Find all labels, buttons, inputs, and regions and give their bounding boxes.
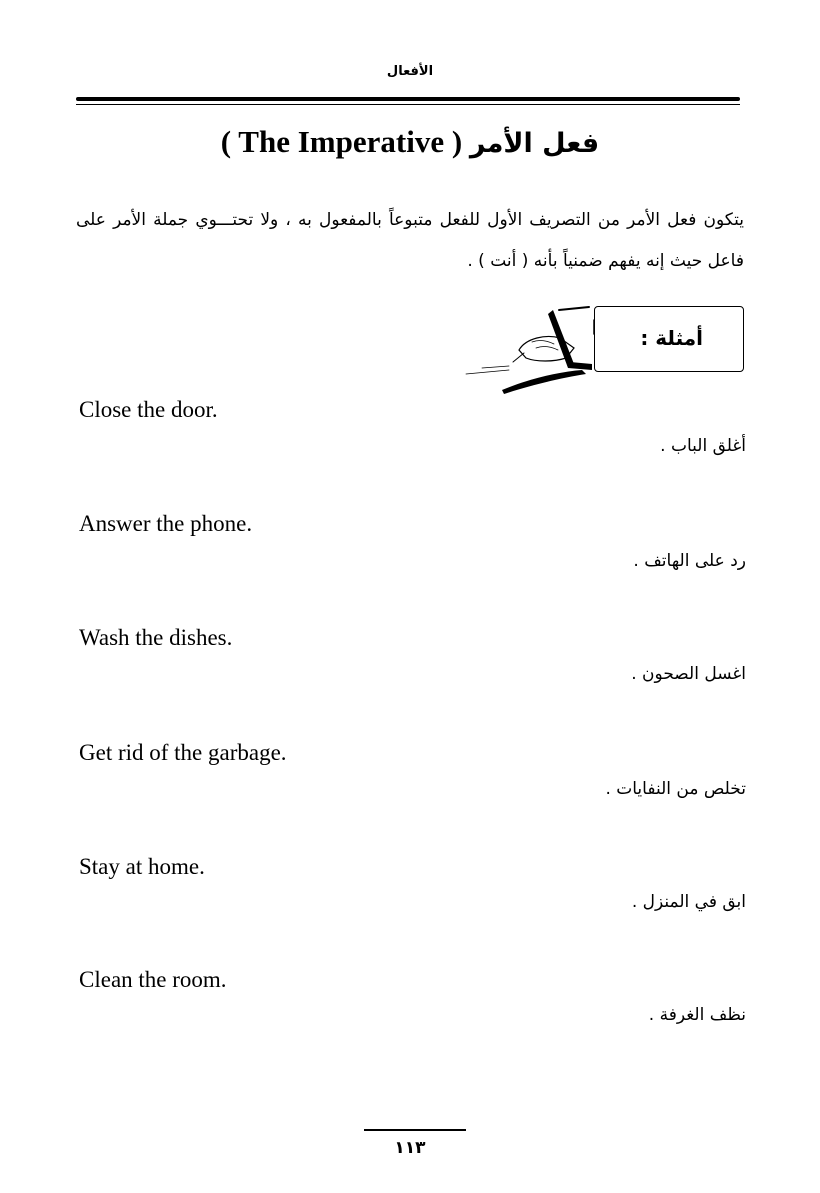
header-rule-thick [76, 97, 740, 101]
page-number: ١١٣ [394, 1138, 426, 1158]
examples-label: أمثلة : [640, 326, 703, 350]
example-3-arabic: اغسل الصحون . [631, 664, 746, 684]
example-6-english: Clean the room. [79, 967, 227, 992]
example-2-arabic: رد على الهاتف . [633, 551, 746, 571]
example-3-english: Wash the dishes. [79, 625, 233, 650]
example-5-arabic: ابق في المنزل . [631, 892, 746, 912]
page-title [0, 124, 820, 160]
example-1-english: Close the door. [79, 397, 218, 422]
example-2-english: Answer the phone. [79, 511, 253, 536]
example-5-english: Stay at home. [79, 854, 205, 879]
example-6-arabic: نظف الغرفة . [648, 1005, 746, 1025]
page-title-arabic: فعل الأمر [469, 128, 600, 159]
example-1-arabic: أغلق الباب . [660, 436, 746, 456]
footer-rule [364, 1129, 466, 1131]
header-rule-thin [76, 104, 740, 105]
intro-paragraph: يتكون فعل الأمر من التصريف الأول للفعل متبوعاً بالمفعول به ، ولا تحتـــوي جملة الأمر على فاعل حيث إنه يفهم ضمنياً بأنه ( أنت ) . [76, 210, 744, 271]
pointing-hand-icon [464, 298, 624, 394]
example-4-arabic: تخلص من النفايات . [605, 779, 746, 799]
example-4-english: Get rid of the garbage. [79, 740, 287, 765]
page-title-english: ( The Imperative ) [220, 124, 463, 159]
chapter-title: الأفعال [386, 64, 434, 79]
